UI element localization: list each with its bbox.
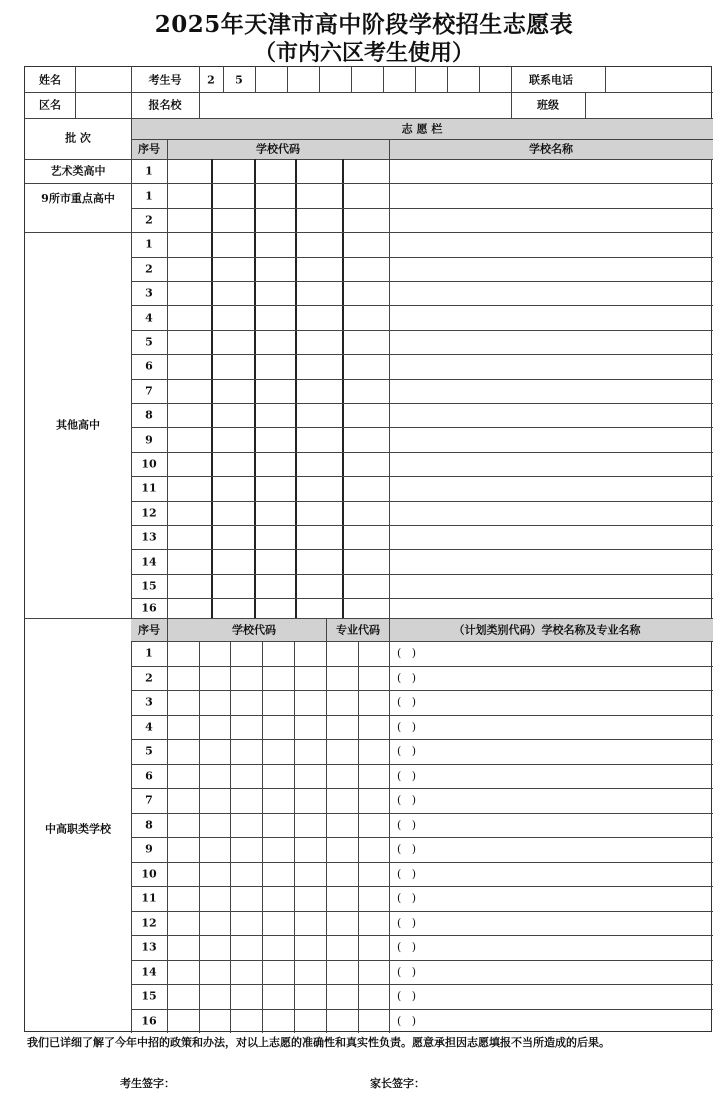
batch-label: 批 次 — [65, 131, 91, 145]
vocational-school-code-field[interactable] — [168, 1010, 325, 1033]
declaration-text: 我们已详细了解了今年中招的政策和办法，对以上志愿的准确性和真实性负责。愿意承担因志愿填报不当所造成的后果。 — [27, 1036, 610, 1049]
vocational-school-code-field[interactable] — [168, 789, 325, 812]
major-code-field[interactable] — [327, 838, 389, 861]
vocational-name-field[interactable] — [445, 887, 712, 910]
row-number: 15 — [141, 579, 157, 593]
school-name-header: 学校名称 — [529, 142, 573, 156]
vocational-name-field[interactable] — [445, 716, 712, 739]
plan-category-parentheses: ( ) — [397, 720, 417, 734]
vocational-school-code-field[interactable] — [168, 985, 325, 1008]
plan-category-parentheses: ( ) — [397, 867, 417, 881]
plan-category-parentheses: ( ) — [397, 891, 417, 905]
plan-category-parentheses: ( ) — [397, 769, 417, 783]
plan-category-parentheses: ( ) — [397, 989, 417, 1003]
vocational-school-code-field[interactable] — [168, 961, 325, 984]
vocational-sequence-header: 序号 — [138, 623, 160, 637]
exam-number-digit: 5 — [235, 73, 243, 87]
row-number: 10 — [141, 457, 157, 471]
vocational-name-field[interactable] — [445, 814, 712, 837]
other-school-code-field[interactable] — [168, 355, 388, 377]
art-school-name-field[interactable] — [390, 160, 712, 182]
form-title: 2025年天津市高中阶段学校招生志愿表 — [154, 11, 574, 38]
vocational-name-field[interactable] — [445, 863, 712, 886]
school-code-header: 学校代码 — [256, 142, 300, 156]
major-code-field[interactable] — [327, 985, 389, 1008]
vocational-school-code-field[interactable] — [168, 642, 325, 665]
row-number: 1 — [145, 237, 153, 251]
major-code-field[interactable] — [327, 863, 389, 886]
exam-number-digit-box[interactable] — [352, 68, 383, 91]
row-number: 12 — [141, 916, 157, 930]
other-school-code-field[interactable] — [168, 550, 388, 572]
registered-school-label: 报名校 — [148, 98, 182, 112]
major-code-field[interactable] — [327, 814, 389, 837]
row-number: 12 — [141, 506, 157, 520]
vocational-school-code-field[interactable] — [168, 765, 325, 788]
row-number: 5 — [145, 335, 153, 349]
name-field[interactable] — [76, 68, 130, 91]
row-number: 9 — [145, 433, 153, 447]
major-code-field[interactable] — [327, 887, 389, 910]
form-subtitle: （市内六区考生使用） — [253, 40, 474, 66]
row-number: 14 — [141, 965, 157, 979]
row-number: 6 — [145, 359, 153, 373]
vocational-school-code-field[interactable] — [168, 936, 325, 959]
grid-line — [199, 67, 200, 92]
row-number: 13 — [141, 530, 157, 544]
other-school-category: 其他高中 — [56, 418, 100, 432]
class-label: 班级 — [537, 98, 559, 112]
vocational-school-code-field[interactable] — [168, 691, 325, 714]
vocational-school-category: 中高职类学校 — [45, 822, 111, 836]
plan-category-parentheses: ( ) — [397, 1014, 417, 1028]
vocational-name-field[interactable] — [445, 936, 712, 959]
vocational-school-code-field[interactable] — [168, 887, 325, 910]
grid-line — [131, 67, 132, 92]
row-number: 4 — [145, 311, 153, 325]
vocational-name-field[interactable] — [445, 642, 712, 665]
major-code-field[interactable] — [327, 740, 389, 763]
vocational-school-code-field[interactable] — [168, 912, 325, 935]
row-number: 14 — [141, 555, 157, 569]
major-code-field[interactable] — [327, 765, 389, 788]
vocational-name-field[interactable] — [445, 765, 712, 788]
vocational-school-code-field[interactable] — [168, 838, 325, 861]
other-school-name-field[interactable] — [390, 282, 712, 304]
grid-line — [511, 67, 512, 92]
major-code-field[interactable] — [327, 1010, 389, 1033]
vocational-name-header: （计划类别代码）学校名称及专业名称 — [453, 623, 641, 637]
plan-category-parentheses: ( ) — [397, 646, 417, 660]
other-school-name-field[interactable] — [390, 526, 712, 548]
other-school-code-field[interactable] — [168, 306, 388, 328]
exam-number-digit-box[interactable] — [320, 68, 351, 91]
row-number: 3 — [145, 286, 153, 300]
exam-number-digit-box[interactable] — [288, 68, 319, 91]
row-number: 15 — [141, 989, 157, 1003]
choices-column-title: 志 愿 栏 — [401, 122, 443, 136]
vocational-name-field[interactable] — [445, 691, 712, 714]
vocational-name-field[interactable] — [445, 667, 712, 690]
other-school-name-field[interactable] — [390, 428, 712, 450]
row-number: 7 — [145, 793, 153, 807]
other-school-name-field[interactable] — [390, 477, 712, 499]
row-number: 8 — [145, 818, 153, 832]
major-code-field[interactable] — [327, 961, 389, 984]
vocational-name-field[interactable] — [445, 740, 712, 763]
plan-category-parentheses: ( ) — [397, 842, 417, 856]
other-school-code-field[interactable] — [168, 599, 388, 617]
other-school-code-field[interactable] — [168, 453, 388, 475]
row-number: 10 — [141, 867, 157, 881]
other-school-name-field[interactable] — [390, 331, 712, 353]
class-field[interactable] — [586, 93, 712, 117]
vocational-name-field[interactable] — [445, 1010, 712, 1033]
grid-line — [131, 118, 132, 1033]
vocational-school-code-header: 学校代码 — [232, 623, 276, 637]
major-code-field[interactable] — [327, 716, 389, 739]
row-number: 9 — [145, 842, 153, 856]
plan-category-parentheses: ( ) — [397, 940, 417, 954]
row-number: 4 — [145, 720, 153, 734]
row-number: 16 — [141, 601, 157, 615]
row-number: 1 — [145, 164, 153, 178]
exam-number-digit-box[interactable] — [480, 68, 511, 91]
major-code-field[interactable] — [327, 667, 389, 690]
major-code-field[interactable] — [327, 691, 389, 714]
exam-number-digit-box[interactable] — [416, 68, 447, 91]
other-school-name-field[interactable] — [390, 355, 712, 377]
grid-line — [223, 67, 224, 92]
other-school-code-field[interactable] — [168, 380, 388, 402]
vocational-school-code-field[interactable] — [168, 814, 325, 837]
other-school-name-field[interactable] — [390, 550, 712, 572]
row-number: 2 — [145, 213, 153, 227]
plan-category-parentheses: ( ) — [397, 818, 417, 832]
other-school-code-field[interactable] — [168, 526, 388, 548]
grid-line — [511, 92, 512, 118]
other-school-code-field[interactable] — [168, 404, 388, 426]
row-number: 2 — [145, 671, 153, 685]
plan-category-parentheses: ( ) — [397, 744, 417, 758]
exam-number-digit-box[interactable] — [256, 68, 287, 91]
sequence-header: 序号 — [138, 142, 160, 156]
grid-line — [131, 139, 713, 140]
art-school-category: 艺术类高中 — [50, 164, 106, 178]
district-label: 区名 — [39, 98, 61, 112]
other-school-code-field[interactable] — [168, 331, 388, 353]
row-number: 1 — [145, 189, 153, 203]
plan-category-parentheses: ( ) — [397, 671, 417, 685]
other-school-name-field[interactable] — [390, 502, 712, 524]
major-code-header: 专业代码 — [336, 623, 380, 637]
row-number: 11 — [141, 891, 157, 905]
key-school-name-field[interactable] — [390, 209, 712, 231]
vocational-name-field[interactable] — [445, 961, 712, 984]
parent-signature-label: 家长签字： — [370, 1077, 425, 1090]
major-code-field[interactable] — [327, 912, 389, 935]
vocational-name-field[interactable] — [445, 912, 712, 935]
plan-category-parentheses: ( ) — [397, 965, 417, 979]
major-code-field[interactable] — [327, 936, 389, 959]
major-code-field[interactable] — [327, 642, 389, 665]
exam-number-digit-box[interactable] — [448, 68, 479, 91]
other-school-name-field[interactable] — [390, 258, 712, 280]
other-school-name-field[interactable] — [390, 380, 712, 402]
row-number: 13 — [141, 940, 157, 954]
other-school-code-field[interactable] — [168, 477, 388, 499]
other-school-code-field[interactable] — [168, 428, 388, 450]
vocational-name-field[interactable] — [445, 838, 712, 861]
row-number: 11 — [141, 481, 157, 495]
grid-line — [131, 92, 132, 118]
phone-label: 联系电话 — [529, 73, 573, 87]
student-signature-label: 考生签字： — [120, 1077, 175, 1090]
other-school-code-field[interactable] — [168, 233, 388, 255]
major-code-field[interactable] — [327, 789, 389, 812]
row-number: 16 — [141, 1014, 157, 1028]
row-number: 2 — [145, 262, 153, 276]
art-school-code-field[interactable] — [168, 160, 388, 182]
plan-category-parentheses: ( ) — [397, 793, 417, 807]
district-field[interactable] — [76, 93, 130, 117]
vocational-school-code-field[interactable] — [168, 667, 325, 690]
row-number: 6 — [145, 769, 153, 783]
vocational-name-field[interactable] — [445, 985, 712, 1008]
phone-field[interactable] — [606, 68, 712, 91]
plan-category-parentheses: ( ) — [397, 695, 417, 709]
other-school-code-field[interactable] — [168, 282, 388, 304]
other-school-name-field[interactable] — [390, 453, 712, 475]
key-school-name-field[interactable] — [390, 184, 712, 206]
other-school-name-field[interactable] — [390, 599, 712, 617]
key-school-code-field[interactable] — [168, 184, 388, 206]
registered-school-field[interactable] — [200, 93, 510, 117]
row-number: 8 — [145, 408, 153, 422]
row-number: 1 — [145, 646, 153, 660]
other-school-code-field[interactable] — [168, 575, 388, 597]
other-school-name-field[interactable] — [390, 306, 712, 328]
exam-number-digit-box[interactable] — [384, 68, 415, 91]
key-school-code-field[interactable] — [168, 209, 388, 231]
row-number: 7 — [145, 384, 153, 398]
exam-number-digit: 2 — [207, 73, 215, 87]
vocational-school-code-field[interactable] — [168, 863, 325, 886]
vocational-name-field[interactable] — [445, 789, 712, 812]
other-school-name-field[interactable] — [390, 575, 712, 597]
grid-line — [389, 618, 390, 1033]
header-shade — [131, 139, 713, 159]
row-number: 3 — [145, 695, 153, 709]
vocational-school-code-field[interactable] — [168, 716, 325, 739]
vocational-school-code-field[interactable] — [168, 740, 325, 763]
other-school-name-field[interactable] — [390, 233, 712, 255]
name-label: 姓名 — [39, 73, 61, 87]
application-form — [24, 66, 712, 1032]
key-school-category: 9所市重点高中 — [41, 191, 115, 205]
exam-number-label: 考生号 — [148, 73, 182, 87]
other-school-code-field[interactable] — [168, 258, 388, 280]
row-number: 5 — [145, 744, 153, 758]
other-school-code-field[interactable] — [168, 502, 388, 524]
plan-category-parentheses: ( ) — [397, 916, 417, 930]
other-school-name-field[interactable] — [390, 404, 712, 426]
